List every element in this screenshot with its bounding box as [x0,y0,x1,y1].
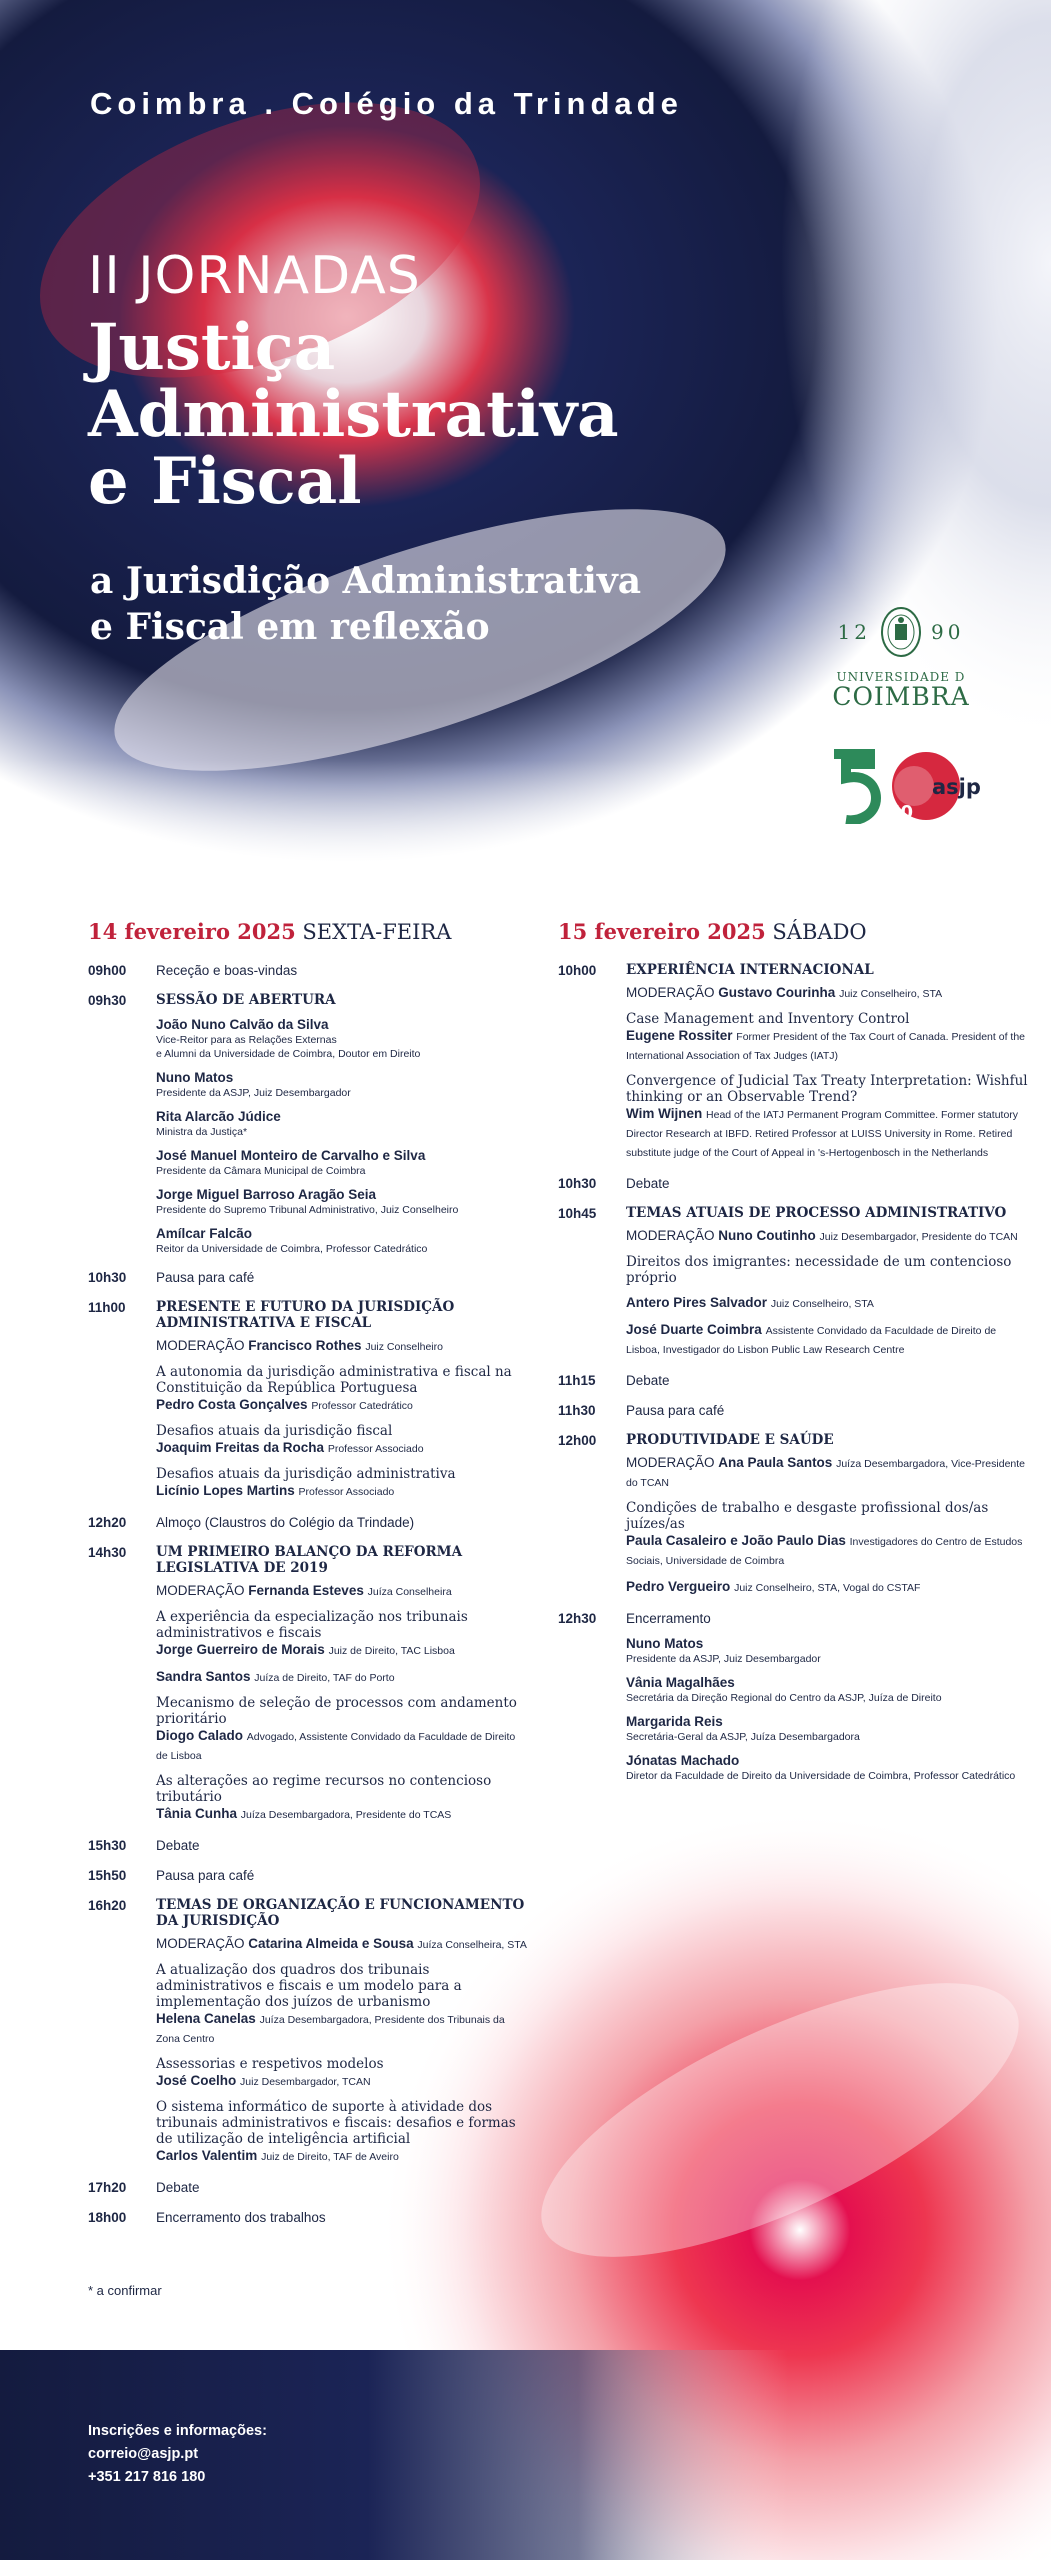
speaker-line [626,1294,1028,1313]
speaker-line [626,1532,1028,1570]
schedule-content [626,1402,1028,1419]
schedule-time: 09h30 [88,993,127,1008]
speaker-name: Vânia Magalhães [626,1675,735,1690]
event-subtitle-line: a Jurisdição Administrativa [90,560,642,602]
schedule-row [88,1837,528,1854]
talk-title: A experiência da especialização nos tribunais administrativos e fiscais [156,1609,468,1641]
asjp-fifty-text: 50 [888,802,914,823]
schedule-content [626,1432,1028,1597]
event-title [88,310,619,519]
speaker-role: Professor Catedrático [311,1400,413,1412]
schedule-time: 11h00 [88,1300,126,1315]
speaker-role: Presidente do Supremo Tribunal Administrativo, Juiz Conselheiro [156,1204,459,1216]
moderator-role: Juíza Conselheira, STA [417,1939,527,1951]
talk-title: O sistema informático de suporte à atividade dos tribunais administrativos e fiscais: desafios e formas de utilização de inteligência artificial [156,2099,516,2147]
speaker-name: Pedro Costa Gonçalves [156,1397,308,1412]
uc-year-right: 90 [931,620,965,644]
speaker-name: Tânia Cunha [156,1806,238,1821]
moderation-label: MODERAÇÃO [626,1228,715,1243]
schedule-row [558,1205,1028,1359]
speaker-name: João Nuno Calvão da Silva [156,1017,329,1032]
talk-title: Direitos dos imigrantes: necessidade de um contencioso próprio [626,1254,1012,1286]
schedule-row [88,2179,528,2196]
schedule-time: 17h20 [88,2180,127,2195]
speaker-role: Juíza de Direito, TAF do Porto [254,1672,395,1684]
speaker-name: Carlos Valentim [156,2148,258,2163]
speaker-name: Rita Alarcão Júdice [156,1109,281,1124]
talk [156,1668,528,1687]
talk-title: Convergence of Judicial Tax Treaty Interpretation: Wishful thinking or an Observable Trend? [626,1073,1028,1105]
schedule-time: 10h00 [558,963,597,978]
speaker-role: Juiz de Direito, TAC Lisboa [328,1645,455,1657]
schedule-row [558,1175,1028,1192]
speaker [156,1225,528,1256]
schedule-label: Debate [156,2180,200,2195]
schedule-row [558,1610,1028,1783]
speaker-line [156,1439,528,1458]
session-title: SESSÃO DE ABERTURA [156,992,336,1008]
moderation-label: MODERAÇÃO [156,1583,245,1598]
footnote: * a confirmar [88,2283,162,2298]
asjp-50-logo [830,744,990,824]
schedule-label: Pausa para café [156,1270,255,1285]
speaker [156,1108,528,1139]
speaker [156,1186,528,1217]
event-title-line: Justiça [88,310,336,385]
speaker [156,1069,528,1100]
schedule-time: 11h30 [558,1403,596,1418]
speaker-line [626,1027,1028,1065]
schedule-label: Debate [626,1176,670,1191]
talk-title: Mecanismo de seleção de processos com andamento prioritário [156,1695,517,1727]
schedule-row [558,1432,1028,1597]
speaker-name: Jónatas Machado [626,1753,740,1768]
schedule-time: 12h30 [558,1611,597,1626]
speaker-role: Juíza Desembargadora, Presidente do TCAS [240,1809,452,1821]
speaker-role: Professor Associado [327,1443,424,1455]
contact-phone[interactable]: +351 217 816 180 [88,2469,206,2485]
speaker-role: Vice-Reitor para as Relações Externas [156,1034,337,1046]
schedule-label: Encerramento [626,1611,711,1626]
speaker-role: Professor Associado [298,1486,395,1498]
moderator-name: Nuno Coutinho [718,1228,816,1243]
speaker-name: Licínio Lopes Martins [156,1483,295,1498]
talk [626,1321,1028,1359]
moderator-role: Juíza Conselheira [367,1586,452,1598]
speaker-line [156,2010,528,2048]
speaker-role: e Alumni da Universidade de Coimbra, Doutor em Direito [156,1048,421,1060]
schedule-row [88,1269,528,1286]
talk [156,1364,528,1415]
moderation-label: MODERAÇÃO [626,1455,715,1470]
schedule-row [558,1402,1028,1419]
schedule-label: Debate [626,1373,670,1388]
moderator-role: Juiz Desembargador, Presidente do TCAN [819,1231,1018,1243]
schedule-time: 10h30 [88,1270,127,1285]
talk [626,1500,1028,1570]
schedule-content [156,962,528,979]
contact-info [88,2420,267,2489]
speaker-role: Advogado, Assistente Convidado da Faculdade de Direito de Lisboa [156,1731,516,1762]
schedule-row [88,962,528,979]
schedule-content [156,1897,528,2166]
speaker [626,1674,1028,1705]
speaker-line [156,1396,528,1415]
speaker-name: José Manuel Monteiro de Carvalho e Silva [156,1148,426,1163]
speaker-role: Ministra da Justiça* [156,1126,248,1138]
uc-year-left: 12 [837,620,871,644]
speaker-role: Investigadores do Centro de Estudos Sociais, Universidade de Coimbra [626,1536,1023,1567]
moderator-name: Fernanda Esteves [248,1583,364,1598]
talk-title: Assessorias e respetivos modelos [156,2056,384,2072]
schedule-row [88,1867,528,1884]
schedule-time: 12h00 [558,1433,597,1448]
schedule-time: 16h20 [88,1898,127,1913]
speaker-line [156,1482,528,1501]
session-title: TEMAS DE ORGANIZAÇÃO E FUNCIONAMENTO DA JURISDIÇÃO [156,1897,525,1929]
uc-seal-icon [879,606,923,658]
moderator-name: Catarina Almeida e Sousa [248,1936,414,1951]
schedule-content [156,1867,528,1884]
schedule-label: Encerramento dos trabalhos [156,2210,326,2225]
schedule-time: 18h00 [88,2210,127,2225]
schedule-row [88,1299,528,1501]
moderation [156,1337,528,1356]
schedule-time: 09h00 [88,963,127,978]
speaker [156,1147,528,1178]
moderation [626,984,1028,1003]
speaker [626,1752,1028,1783]
schedule-label: Pausa para café [156,1868,255,1883]
speaker-name: Diogo Calado [156,1728,243,1743]
speaker-role: Juiz Conselheiro, STA [770,1298,874,1310]
speaker-role: Presidente da ASJP, Juiz Desembargador [626,1653,821,1665]
moderation [156,1935,528,1954]
contact-email[interactable]: correio@asjp.pt [88,2446,199,2462]
speaker-line [156,1668,528,1687]
speaker-role: Presidente da ASJP, Juiz Desembargador [156,1087,351,1099]
speaker-role: Juíza Desembargadora, Presidente dos Tribunais da Zona Centro [156,2014,505,2045]
schedule-content [156,1514,528,1531]
day1-heading [88,919,451,944]
talk [156,2056,528,2091]
schedule-label: Receção e boas-vindas [156,963,298,978]
schedule-time: 11h15 [558,1373,596,1388]
day1-weekday: SEXTA-FEIRA [302,920,452,944]
day1-date: 14 fevereiro 2025 [88,919,296,944]
speaker-name: Wim Wijnen [626,1106,703,1121]
talk [626,1254,1028,1286]
talk [156,1962,528,2048]
day2-heading [558,919,867,944]
speaker-name: José Coelho [156,2073,237,2088]
contact-heading: Inscrições e informações: [88,2423,267,2439]
speaker-line [156,1641,528,1660]
speaker-role: Presidente da Câmara Municipal de Coimbra [156,1165,366,1177]
talk [626,1073,1028,1162]
schedule-row [88,992,528,1256]
speaker-role: Assistente Convidado da Faculdade de Direito de Lisboa, Investigador do Lisbon Public Law Research Centre [626,1325,997,1356]
talk-title: Case Management and Inventory Control [626,1011,910,1027]
speaker-name: Antero Pires Salvador [626,1295,768,1310]
schedule-row [558,1372,1028,1389]
speaker-name: Jorge Miguel Barroso Aragão Seia [156,1187,377,1202]
session-title: PRESENTE E FUTURO DA JURISDIÇÃO ADMINISTRATIVA E FISCAL [156,1299,455,1331]
speaker-name: Amílcar Falcão [156,1226,253,1241]
speaker-role: Juiz Desembargador, TCAN [240,2076,371,2088]
event-location: Coimbra . Colégio da Trindade [90,86,683,121]
talk-title: Desafios atuais da jurisdição administrativa [156,1466,456,1482]
moderation-label: MODERAÇÃO [156,1936,245,1951]
speaker-line [156,2072,528,2091]
speaker-line [626,1105,1028,1162]
talk [626,1011,1028,1065]
speaker-role: Former President of the Tax Court of Canada. President of the International Association of Tax Judges (IATJ) [626,1031,1026,1062]
speaker-line [156,1805,528,1824]
talk-title: A atualização dos quadros dos tribunais administrativos e fiscais e um modelo para a implementação dos juízos de urbanismo [156,1962,462,2010]
schedule-row [88,1544,528,1824]
day1-program [88,962,528,2239]
speaker-name: Paula Casaleiro e João Paulo Dias [626,1533,846,1548]
moderator-role: Juiz Conselheiro [365,1341,443,1353]
moderator-role: Juiz Conselheiro, STA [839,988,943,1000]
schedule-row [88,2209,528,2226]
day2-weekday: SÁBADO [772,920,867,944]
moderation-label: MODERAÇÃO [156,1338,245,1353]
talk [156,1423,528,1458]
schedule-content [156,1544,528,1824]
schedule-time: 12h20 [88,1515,127,1530]
uc-name-small: UNIVERSIDADE D [836,670,966,684]
event-title-line: Administrativa [88,377,619,452]
speaker-line [626,1321,1028,1359]
speaker-role: Juiz de Direito, TAF de Aveiro [261,2151,399,2163]
moderator-name: Gustavo Courinha [718,985,836,1000]
speaker-line [156,2147,528,2166]
speaker-role: Diretor da Faculdade de Direito da Universidade de Coimbra, Professor Catedrático [626,1770,1016,1782]
schedule-time: 15h50 [88,1868,127,1883]
talk [156,2099,528,2166]
speaker-role: Reitor da Universidade de Coimbra, Professor Catedrático [156,1243,428,1255]
schedule-content [156,1299,528,1501]
event-title-line: e Fiscal [88,444,362,519]
speaker-name: Sandra Santos [156,1669,251,1684]
schedule-content [156,1837,528,1854]
speaker-role: Secretária-Geral da ASJP, Juíza Desembargadora [626,1731,860,1743]
session-title: TEMAS ATUAIS DE PROCESSO ADMINISTRATIVO [626,1205,1007,1221]
speaker-role: Head of the IATJ Permanent Program Committee. Former statutory Director Research at IBFD. Retired Professor at LUISS University in Rome. Retired substitute judge of the Court of Appeal in 's-Hertogenbosch in the Netherlands [626,1109,1019,1159]
moderator-role: Juíza Desembargadora, Vice-Presidente do TCAN [626,1458,1026,1489]
schedule-label: Debate [156,1838,200,1853]
moderator-name: Ana Paula Santos [718,1455,833,1470]
schedule-content [156,2209,528,2226]
schedule-time: 10h30 [558,1176,597,1191]
moderation [626,1454,1028,1492]
schedule-label: Almoço (Claustros do Colégio da Trindade) [156,1515,415,1530]
schedule-time: 14h30 [88,1545,127,1560]
moderator-name: Francisco Rothes [248,1338,362,1353]
speaker-name: Nuno Matos [626,1636,704,1651]
day2-date: 15 fevereiro 2025 [558,919,766,944]
schedule-row [558,962,1028,1162]
schedule-content [626,1610,1028,1783]
schedule-time: 15h30 [88,1838,127,1853]
moderation [156,1582,528,1601]
speaker [156,1016,528,1061]
schedule-content [156,2179,528,2196]
speaker-name: Joaquim Freitas da Rocha [156,1440,325,1455]
talk [156,1695,528,1765]
moderation [626,1227,1028,1246]
speaker-name: Pedro Vergueiro [626,1579,731,1594]
talk [626,1294,1028,1313]
talk [156,1609,528,1660]
event-edition: II JORNADAS [88,246,421,306]
schedule-row [88,1514,528,1531]
schedule-content [156,1269,528,1286]
talk [156,1773,528,1824]
session-title: UM PRIMEIRO BALANÇO DA REFORMA LEGISLATIVA DE 2019 [156,1544,463,1576]
schedule-content [626,1175,1028,1192]
speaker-name: Jorge Guerreiro de Morais [156,1642,325,1657]
event-subtitle-line: e Fiscal em reflexão [90,606,490,648]
speaker [626,1635,1028,1666]
speaker [626,1713,1028,1744]
talk-title: As alterações ao regime recursos no contencioso tributário [156,1773,492,1805]
speaker-name: José Duarte Coimbra [626,1322,762,1337]
schedule-row [88,1897,528,2166]
moderation-label: MODERAÇÃO [626,985,715,1000]
schedule-label: Pausa para café [626,1403,725,1418]
speaker-line [156,1727,528,1765]
asjp-name-text: asjp [932,775,981,799]
session-title: PRODUTIVIDADE E SAÚDE [626,1432,834,1448]
schedule-content [626,1205,1028,1359]
schedule-time: 10h45 [558,1206,597,1221]
speaker-name: Nuno Matos [156,1070,234,1085]
session-title: EXPERIÊNCIA INTERNACIONAL [626,962,874,978]
speaker-role: Secretária da Direção Regional do Centro da ASJP, Juíza de Direito [626,1692,942,1704]
uc-name-big: COIMBRA [832,682,970,711]
schedule-content [626,1372,1028,1389]
schedule-content [156,992,528,1256]
speaker-role: Juiz Conselheiro, STA, Vogal do CSTAF [734,1582,921,1594]
talk-title: Desafios atuais da jurisdição fiscal [156,1423,393,1439]
speaker-name: Margarida Reis [626,1714,723,1729]
universidade-coimbra-logo [826,606,976,711]
talk-title: Condições de trabalho e desgaste profissional dos/as juízes/as [626,1500,989,1532]
talk-title: A autonomia da jurisdição administrativa e fiscal na Constituição da República Portuguesa [156,1364,512,1396]
speaker-name: Helena Canelas [156,2011,256,2026]
event-subtitle [90,558,641,650]
talk [626,1578,1028,1597]
speaker-line [626,1578,1028,1597]
speaker-name: Eugene Rossiter [626,1028,733,1043]
day2-program [558,962,1028,1796]
schedule-content [626,962,1028,1162]
talk [156,1466,528,1501]
